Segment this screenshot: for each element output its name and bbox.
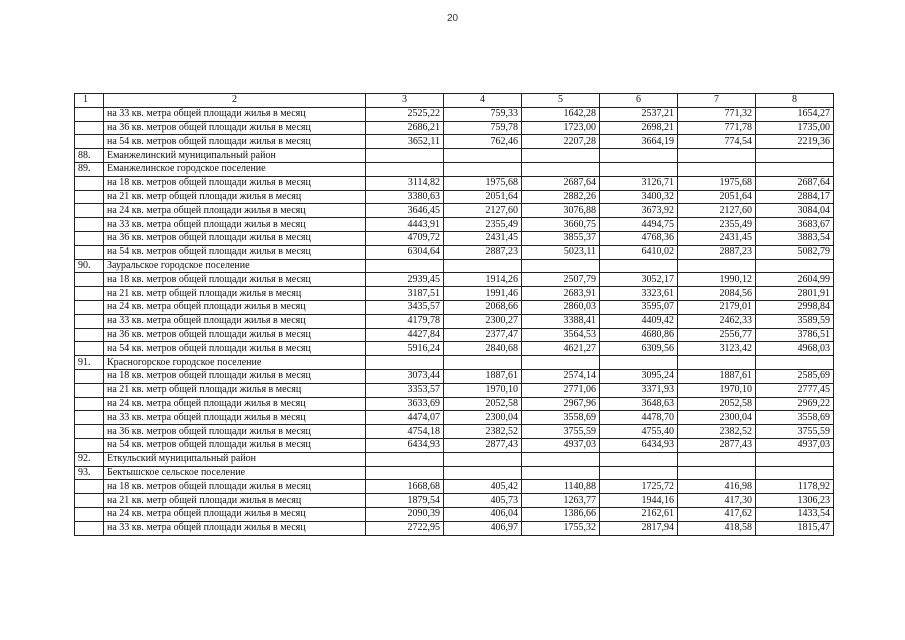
value-cell: 1914,26 xyxy=(444,273,522,287)
value-cell: 3187,51 xyxy=(366,287,444,301)
value-cell: 1991,46 xyxy=(444,287,522,301)
value-cell: 4409,42 xyxy=(600,314,678,328)
value-cell: 5023,11 xyxy=(522,245,600,259)
value-cell: 762,46 xyxy=(444,135,522,149)
row-name-cell: на 18 кв. метров общей площади жилья в месяц xyxy=(104,369,366,383)
value-cell: 1990,12 xyxy=(678,273,756,287)
value-cell: 4937,03 xyxy=(756,438,834,452)
value-cell: 1725,72 xyxy=(600,480,678,494)
value-cell: 1386,66 xyxy=(522,507,600,521)
value-cell xyxy=(522,356,600,370)
value-cell xyxy=(678,356,756,370)
value-cell: 5082,79 xyxy=(756,245,834,259)
row-name-cell: на 33 кв. метра общей площади жилья в месяц xyxy=(104,107,366,121)
row-number-cell xyxy=(75,190,104,204)
value-cell: 1668,68 xyxy=(366,480,444,494)
table-row xyxy=(75,425,834,439)
value-cell: 2817,94 xyxy=(600,521,678,535)
table-row xyxy=(75,314,834,328)
value-cell xyxy=(678,259,756,273)
value-cell: 3076,88 xyxy=(522,204,600,218)
row-name-cell: на 36 кв. метров общей площади жилья в месяц xyxy=(104,425,366,439)
table-header-row xyxy=(75,94,834,108)
value-cell: 2860,03 xyxy=(522,300,600,314)
row-name-cell: Бектышское сельское поселение xyxy=(104,466,366,480)
column-header: 5 xyxy=(522,94,600,108)
value-cell: 3388,41 xyxy=(522,314,600,328)
value-cell: 2051,64 xyxy=(444,190,522,204)
value-cell: 4755,40 xyxy=(600,425,678,439)
value-cell: 2431,45 xyxy=(678,231,756,245)
value-cell: 1944,16 xyxy=(600,494,678,508)
table-row xyxy=(75,480,834,494)
table-row xyxy=(75,397,834,411)
table-row-section xyxy=(75,452,834,466)
table-row xyxy=(75,218,834,232)
table-row-section xyxy=(75,356,834,370)
value-cell: 3855,37 xyxy=(522,231,600,245)
value-cell: 5916,24 xyxy=(366,342,444,356)
row-name-cell: на 54 кв. метров общей площади жилья в месяц xyxy=(104,438,366,452)
value-cell: 4621,27 xyxy=(522,342,600,356)
row-name-cell: на 21 кв. метр общей площади жилья в месяц xyxy=(104,190,366,204)
value-cell: 4754,18 xyxy=(366,425,444,439)
value-cell: 1879,54 xyxy=(366,494,444,508)
value-cell: 1970,10 xyxy=(444,383,522,397)
table-row xyxy=(75,204,834,218)
row-name-cell: на 54 кв. метров общей площади жилья в месяц xyxy=(104,245,366,259)
row-number-cell xyxy=(75,135,104,149)
value-cell xyxy=(444,149,522,163)
table-row xyxy=(75,273,834,287)
value-cell: 4768,36 xyxy=(600,231,678,245)
value-cell xyxy=(600,259,678,273)
value-cell: 1975,68 xyxy=(444,176,522,190)
value-cell xyxy=(522,162,600,176)
row-number-cell xyxy=(75,480,104,494)
table-row xyxy=(75,507,834,521)
row-number-cell xyxy=(75,121,104,135)
value-cell xyxy=(678,149,756,163)
value-cell xyxy=(522,259,600,273)
value-cell: 3683,67 xyxy=(756,218,834,232)
value-cell: 4709,72 xyxy=(366,231,444,245)
value-cell: 3664,19 xyxy=(600,135,678,149)
row-number-cell xyxy=(75,245,104,259)
value-cell: 2877,43 xyxy=(444,438,522,452)
value-cell: 1887,61 xyxy=(678,369,756,383)
value-cell xyxy=(756,466,834,480)
value-cell: 2084,56 xyxy=(678,287,756,301)
row-name-cell: на 18 кв. метров общей площади жилья в месяц xyxy=(104,176,366,190)
table-row xyxy=(75,300,834,314)
value-cell: 3126,71 xyxy=(600,176,678,190)
value-cell: 2179,01 xyxy=(678,300,756,314)
value-cell: 771,78 xyxy=(678,121,756,135)
table-row-section xyxy=(75,149,834,163)
column-header: 1 xyxy=(75,94,104,108)
row-number-cell xyxy=(75,218,104,232)
row-number-cell: 90. xyxy=(75,259,104,273)
row-name-cell: на 21 кв. метр общей площади жилья в месяц xyxy=(104,383,366,397)
value-cell: 3646,45 xyxy=(366,204,444,218)
value-cell: 2771,06 xyxy=(522,383,600,397)
value-cell: 1306,23 xyxy=(756,494,834,508)
value-cell: 2604,99 xyxy=(756,273,834,287)
value-cell: 2300,27 xyxy=(444,314,522,328)
value-cell: 2939,45 xyxy=(366,273,444,287)
row-name-cell: на 24 кв. метра общей площади жилья в месяц xyxy=(104,204,366,218)
value-cell: 4968,03 xyxy=(756,342,834,356)
value-cell: 2127,60 xyxy=(444,204,522,218)
value-cell xyxy=(600,149,678,163)
value-cell xyxy=(366,149,444,163)
table-row xyxy=(75,287,834,301)
row-number-cell xyxy=(75,287,104,301)
value-cell: 2162,61 xyxy=(600,507,678,521)
value-cell: 4427,84 xyxy=(366,328,444,342)
table-row-section xyxy=(75,259,834,273)
value-cell xyxy=(756,162,834,176)
value-cell: 1642,28 xyxy=(522,107,600,121)
value-cell: 759,33 xyxy=(444,107,522,121)
value-cell: 2887,23 xyxy=(444,245,522,259)
value-cell xyxy=(522,452,600,466)
value-cell: 2052,58 xyxy=(678,397,756,411)
value-cell: 2377,47 xyxy=(444,328,522,342)
value-cell: 3633,69 xyxy=(366,397,444,411)
value-cell: 2525,22 xyxy=(366,107,444,121)
row-name-cell: на 33 кв. метра общей площади жилья в месяц xyxy=(104,411,366,425)
table-row xyxy=(75,411,834,425)
value-cell: 2382,52 xyxy=(444,425,522,439)
row-name-cell: на 18 кв. метров общей площади жилья в месяц xyxy=(104,480,366,494)
value-cell: 2698,21 xyxy=(600,121,678,135)
value-cell: 2355,49 xyxy=(444,218,522,232)
row-name-cell: на 54 кв. метров общей площади жилья в месяц xyxy=(104,342,366,356)
value-cell xyxy=(756,356,834,370)
value-cell: 4478,70 xyxy=(600,411,678,425)
value-cell: 1654,27 xyxy=(756,107,834,121)
row-name-cell: Еманжелинское городское поселение xyxy=(104,162,366,176)
value-cell: 6434,93 xyxy=(600,438,678,452)
row-number-cell xyxy=(75,314,104,328)
value-cell: 1887,61 xyxy=(444,369,522,383)
value-cell: 3558,69 xyxy=(756,411,834,425)
value-cell: 1735,00 xyxy=(756,121,834,135)
row-number-cell xyxy=(75,383,104,397)
row-number-cell xyxy=(75,411,104,425)
row-number-cell xyxy=(75,300,104,314)
row-name-cell: на 24 кв. метра общей площади жилья в месяц xyxy=(104,507,366,521)
value-cell: 2537,21 xyxy=(600,107,678,121)
value-cell: 3589,59 xyxy=(756,314,834,328)
table-row xyxy=(75,176,834,190)
row-number-cell xyxy=(75,425,104,439)
value-cell: 418,58 xyxy=(678,521,756,535)
table-row xyxy=(75,121,834,135)
value-cell: 4937,03 xyxy=(522,438,600,452)
value-cell: 2967,96 xyxy=(522,397,600,411)
row-name-cell: на 33 кв. метра общей площади жилья в месяц xyxy=(104,218,366,232)
value-cell: 3073,44 xyxy=(366,369,444,383)
column-header: 7 xyxy=(678,94,756,108)
row-number-cell xyxy=(75,342,104,356)
value-cell: 2556,77 xyxy=(678,328,756,342)
value-cell xyxy=(522,466,600,480)
value-cell: 3595,07 xyxy=(600,300,678,314)
value-cell: 2052,58 xyxy=(444,397,522,411)
value-cell: 417,30 xyxy=(678,494,756,508)
row-number-cell xyxy=(75,521,104,535)
value-cell: 3558,69 xyxy=(522,411,600,425)
value-cell xyxy=(444,162,522,176)
column-header: 3 xyxy=(366,94,444,108)
value-cell xyxy=(444,452,522,466)
value-cell: 2300,04 xyxy=(678,411,756,425)
value-cell: 2882,26 xyxy=(522,190,600,204)
value-cell: 2090,39 xyxy=(366,507,444,521)
value-cell xyxy=(366,466,444,480)
row-number-cell xyxy=(75,494,104,508)
value-cell: 6304,64 xyxy=(366,245,444,259)
row-number-cell xyxy=(75,507,104,521)
value-cell: 759,78 xyxy=(444,121,522,135)
column-header: 4 xyxy=(444,94,522,108)
row-name-cell: на 54 кв. метров общей площади жилья в месяц xyxy=(104,135,366,149)
value-cell: 3755,59 xyxy=(522,425,600,439)
value-cell: 3114,82 xyxy=(366,176,444,190)
row-number-cell xyxy=(75,107,104,121)
value-cell xyxy=(678,466,756,480)
value-cell xyxy=(366,259,444,273)
value-cell xyxy=(444,259,522,273)
value-cell: 2998,84 xyxy=(756,300,834,314)
value-cell: 1970,10 xyxy=(678,383,756,397)
row-name-cell: на 24 кв. метра общей площади жилья в месяц xyxy=(104,397,366,411)
value-cell xyxy=(366,356,444,370)
value-cell: 3755,59 xyxy=(756,425,834,439)
value-cell: 2887,23 xyxy=(678,245,756,259)
table-row xyxy=(75,342,834,356)
value-cell: 2801,91 xyxy=(756,287,834,301)
page-number: 20 xyxy=(446,13,459,24)
value-cell: 3660,75 xyxy=(522,218,600,232)
value-cell: 406,04 xyxy=(444,507,522,521)
value-cell: 4179,78 xyxy=(366,314,444,328)
value-cell: 6410,02 xyxy=(600,245,678,259)
value-cell: 3052,17 xyxy=(600,273,678,287)
value-cell: 2969,22 xyxy=(756,397,834,411)
value-cell: 2219,36 xyxy=(756,135,834,149)
row-name-cell: на 18 кв. метров общей площади жилья в месяц xyxy=(104,273,366,287)
value-cell: 3435,57 xyxy=(366,300,444,314)
column-header: 8 xyxy=(756,94,834,108)
value-cell: 2574,14 xyxy=(522,369,600,383)
row-number-cell xyxy=(75,397,104,411)
value-cell: 2585,69 xyxy=(756,369,834,383)
row-name-cell: Еманжелинский муниципальный район xyxy=(104,149,366,163)
row-number-cell: 93. xyxy=(75,466,104,480)
value-cell: 2877,43 xyxy=(678,438,756,452)
value-cell: 3673,92 xyxy=(600,204,678,218)
row-number-cell xyxy=(75,328,104,342)
value-cell: 1433,54 xyxy=(756,507,834,521)
row-number-cell: 91. xyxy=(75,356,104,370)
row-name-cell: Зауральское городское поселение xyxy=(104,259,366,273)
row-name-cell: на 21 кв. метр общей площади жилья в месяц xyxy=(104,287,366,301)
row-number-cell xyxy=(75,231,104,245)
value-cell xyxy=(444,356,522,370)
value-cell: 3371,93 xyxy=(600,383,678,397)
value-cell xyxy=(600,162,678,176)
value-cell: 3652,11 xyxy=(366,135,444,149)
value-cell: 2840,68 xyxy=(444,342,522,356)
value-cell xyxy=(366,162,444,176)
value-cell: 3084,04 xyxy=(756,204,834,218)
value-cell: 6434,93 xyxy=(366,438,444,452)
row-name-cell: на 36 кв. метров общей площади жилья в месяц xyxy=(104,121,366,135)
value-cell: 3353,57 xyxy=(366,383,444,397)
value-cell: 2431,45 xyxy=(444,231,522,245)
row-name-cell: Красногорское городское поселение xyxy=(104,356,366,370)
table-row xyxy=(75,231,834,245)
value-cell: 2207,28 xyxy=(522,135,600,149)
value-cell: 2507,79 xyxy=(522,273,600,287)
value-cell: 3095,24 xyxy=(600,369,678,383)
value-cell: 2300,04 xyxy=(444,411,522,425)
value-cell: 2722,95 xyxy=(366,521,444,535)
table-row xyxy=(75,369,834,383)
row-name-cell: на 21 кв. метр общей площади жилья в месяц xyxy=(104,494,366,508)
row-number-cell: 92. xyxy=(75,452,104,466)
value-cell: 3648,63 xyxy=(600,397,678,411)
table-row-section xyxy=(75,162,834,176)
table-row xyxy=(75,190,834,204)
row-number-cell xyxy=(75,204,104,218)
row-number-cell xyxy=(75,438,104,452)
table-row xyxy=(75,135,834,149)
value-cell: 4680,86 xyxy=(600,328,678,342)
column-header: 6 xyxy=(600,94,678,108)
value-cell: 4474,07 xyxy=(366,411,444,425)
row-name-cell: на 36 кв. метров общей площади жилья в месяц xyxy=(104,328,366,342)
row-name-cell: на 33 кв. метра общей площади жилья в месяц xyxy=(104,314,366,328)
row-number-cell: 88. xyxy=(75,149,104,163)
value-cell: 3123,42 xyxy=(678,342,756,356)
value-cell: 2683,91 xyxy=(522,287,600,301)
value-cell: 416,98 xyxy=(678,480,756,494)
row-name-cell: Еткульский муниципальный район xyxy=(104,452,366,466)
value-cell: 1178,92 xyxy=(756,480,834,494)
value-cell: 3380,63 xyxy=(366,190,444,204)
value-cell: 3400,32 xyxy=(600,190,678,204)
value-cell: 3564,53 xyxy=(522,328,600,342)
column-header: 2 xyxy=(104,94,366,108)
value-cell: 4494,75 xyxy=(600,218,678,232)
value-cell: 4443,91 xyxy=(366,218,444,232)
value-cell xyxy=(678,452,756,466)
value-cell: 2127,60 xyxy=(678,204,756,218)
row-name-cell: на 24 кв. метра общей площади жилья в месяц xyxy=(104,300,366,314)
data-table xyxy=(74,93,834,536)
value-cell: 405,73 xyxy=(444,494,522,508)
value-cell xyxy=(756,452,834,466)
value-cell xyxy=(600,452,678,466)
value-cell xyxy=(522,149,600,163)
table-row xyxy=(75,245,834,259)
row-number-cell xyxy=(75,273,104,287)
value-cell: 1723,00 xyxy=(522,121,600,135)
value-cell xyxy=(366,452,444,466)
table-row xyxy=(75,383,834,397)
value-cell: 2686,21 xyxy=(366,121,444,135)
value-cell: 2884,17 xyxy=(756,190,834,204)
row-name-cell: на 36 кв. метров общей площади жилья в месяц xyxy=(104,231,366,245)
row-number-cell xyxy=(75,369,104,383)
table-row xyxy=(75,494,834,508)
value-cell: 406,97 xyxy=(444,521,522,535)
table-row xyxy=(75,521,834,535)
value-cell xyxy=(756,149,834,163)
value-cell: 405,42 xyxy=(444,480,522,494)
value-cell: 3883,54 xyxy=(756,231,834,245)
value-cell: 2687,64 xyxy=(522,176,600,190)
value-cell: 2462,33 xyxy=(678,314,756,328)
table-row xyxy=(75,438,834,452)
value-cell: 3786,51 xyxy=(756,328,834,342)
value-cell xyxy=(600,356,678,370)
value-cell: 2382,52 xyxy=(678,425,756,439)
table-row-section xyxy=(75,466,834,480)
value-cell xyxy=(444,466,522,480)
value-cell xyxy=(756,259,834,273)
value-cell: 2355,49 xyxy=(678,218,756,232)
value-cell: 1755,32 xyxy=(522,521,600,535)
value-cell: 771,32 xyxy=(678,107,756,121)
value-cell: 774,54 xyxy=(678,135,756,149)
value-cell: 1975,68 xyxy=(678,176,756,190)
value-cell: 2051,64 xyxy=(678,190,756,204)
value-cell: 6309,56 xyxy=(600,342,678,356)
row-name-cell: на 33 кв. метра общей площади жилья в месяц xyxy=(104,521,366,535)
value-cell xyxy=(600,466,678,480)
value-cell xyxy=(678,162,756,176)
value-cell: 1140,88 xyxy=(522,480,600,494)
value-cell: 2068,66 xyxy=(444,300,522,314)
value-cell: 3323,61 xyxy=(600,287,678,301)
value-cell: 2777,45 xyxy=(756,383,834,397)
value-cell: 417,62 xyxy=(678,507,756,521)
table-row xyxy=(75,328,834,342)
value-cell: 1815,47 xyxy=(756,521,834,535)
value-cell: 1263,77 xyxy=(522,494,600,508)
value-cell: 2687,64 xyxy=(756,176,834,190)
row-number-cell: 89. xyxy=(75,162,104,176)
row-number-cell xyxy=(75,176,104,190)
table-row xyxy=(75,107,834,121)
